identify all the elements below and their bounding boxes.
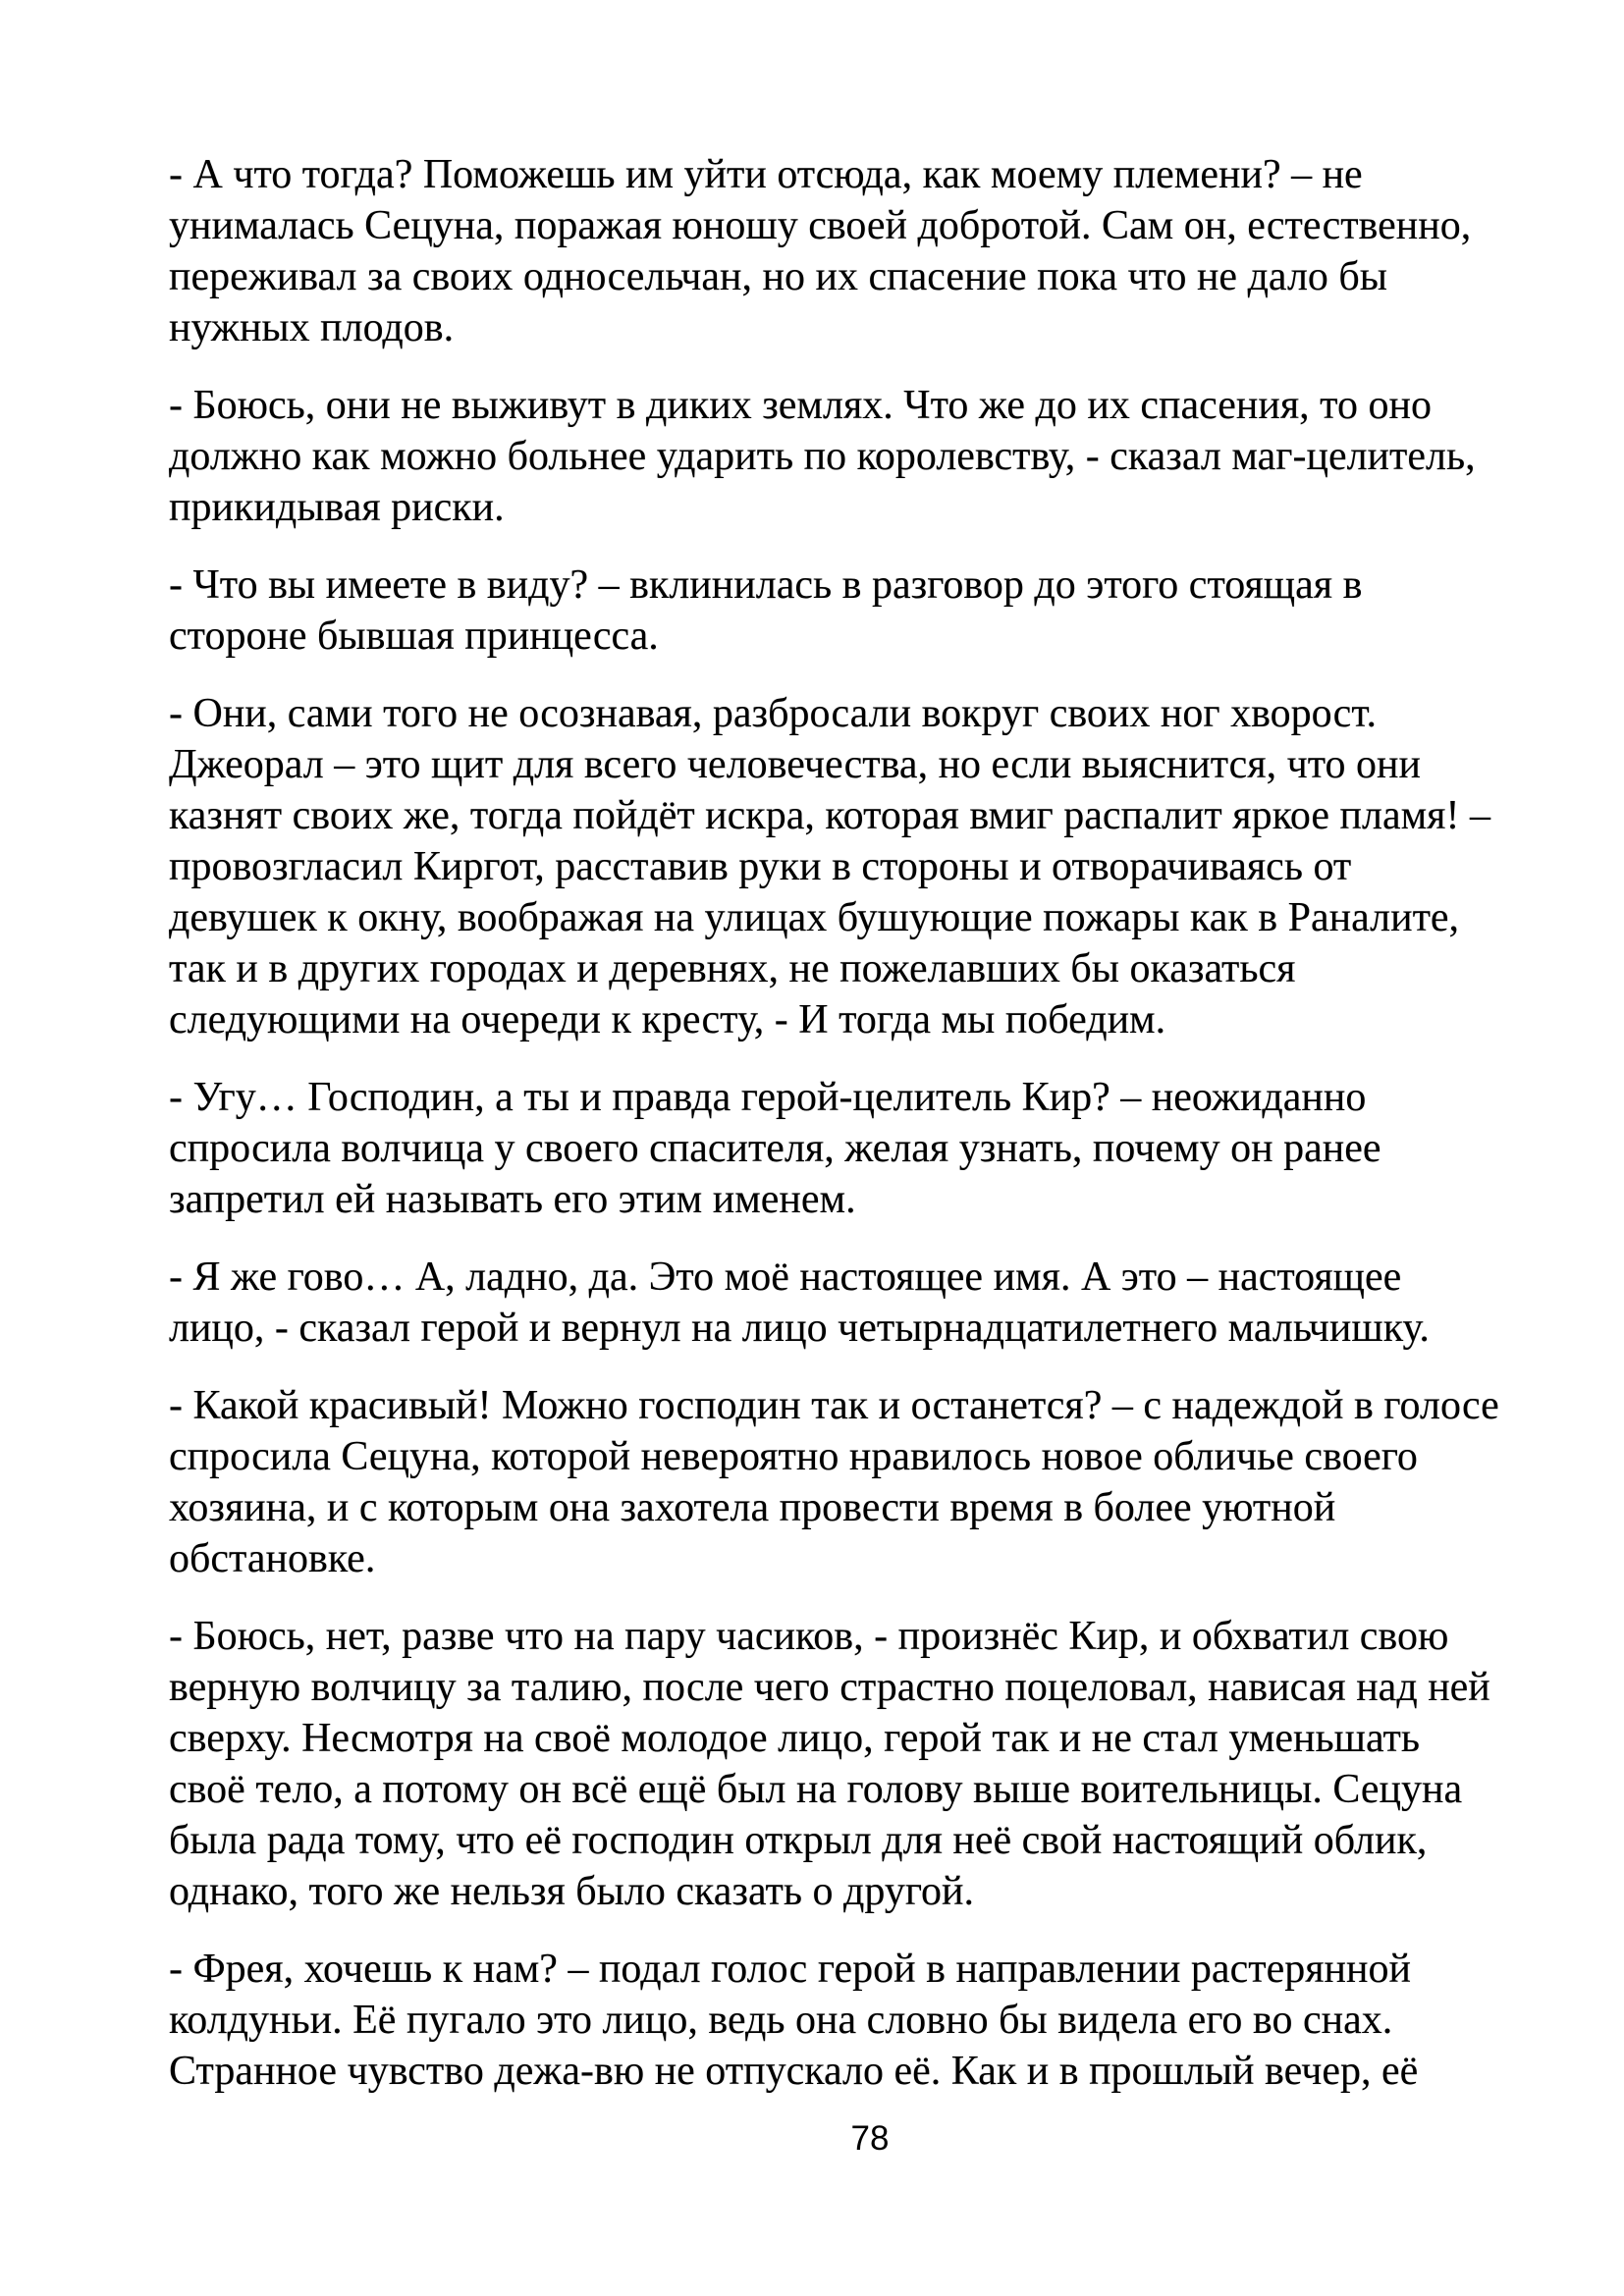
paragraph-4: - Они, сами того не осознавая, разбросали вокруг своих ног хворост. Джеорал – это щит для всего человечества, но если выяснится, что они казнят своих же, тогда пойдёт искра, которая вмиг распалит яркое пламя! – провозгласил Киргот, расставив руки в стороны и отворачиваясь от девушек к окну, воображая на улицах бушующие пожары как в Раналите, так и в других городах и деревнях, не пожелавших бы оказаться следующими на очереди к кресту, - И тогда мы победим.: [169, 691, 1490, 1042]
paragraph-9: - Фрея, хочешь к нам? – подал голос герой в направлении растерянной колдуньи. Её пугало это лицо, ведь она словно бы видела его во снах. Странное чувство дежа-вю не отпускало её. Как и в прошлый вечер, её: [169, 1947, 1419, 2094]
paragraph-7: - Какой красивый! Можно господин так и останется? – с надеждой в голосе спросила Сецуна, которой невероятно нравилось новое обличье своего хозяина, и с которым она захотела провести время в более уютной обстановке.: [169, 1383, 1499, 1581]
paragraph-6: - Я же гово… А, ладно, да. Это моё настоящее имя. А это – настоящее лицо, - сказал герой и вернул на лицо четырнадцатилетнего мальчишку.: [169, 1255, 1430, 1351]
paragraph-1: - А что тогда? Поможешь им уйти отсюда, как моему племени? – не унималась Сецуна, поражая юношу своей добротой. Сам он, естественно, переживал за своих односельчан, но их спасение пока что не дало бы нужных плодов.: [169, 152, 1472, 350]
paragraph-2: - Боюсь, они не выживут в диких землях. Что же до их спасения, то оно должно как можно больнее ударить по королевству, - сказал маг-целитель, прикидывая риски.: [169, 383, 1476, 530]
page-text: [169, 149, 1506, 2123]
paragraph-5: - Угу… Господин, а ты и правда герой-целитель Кир? – неожиданно спросила волчица у своего спасителя, желая узнать, почему он ранее запретил ей называть его этим именем.: [169, 1075, 1381, 1222]
paragraph-8: - Боюсь, нет, разве что на пару часиков, - произнёс Кир, и обхватил свою верную волчицу за талию, после чего страстно поцеловал, нависая над ней сверху. Несмотря на своё молодое лицо, герой так и не стал уменьшать своё тело, а потому он всё ещё был на голову выше воительницы. Сецуна была рада тому, что её господин открыл для неё свой настоящий облик, однако, того же нельзя было сказать о другой.: [169, 1614, 1490, 1914]
paragraph-3: - Что вы имеете в виду? – вклинилась в разговор до этого стоящая в стороне бывшая принцесса.: [169, 562, 1363, 659]
page-number: 78: [850, 2119, 890, 2158]
